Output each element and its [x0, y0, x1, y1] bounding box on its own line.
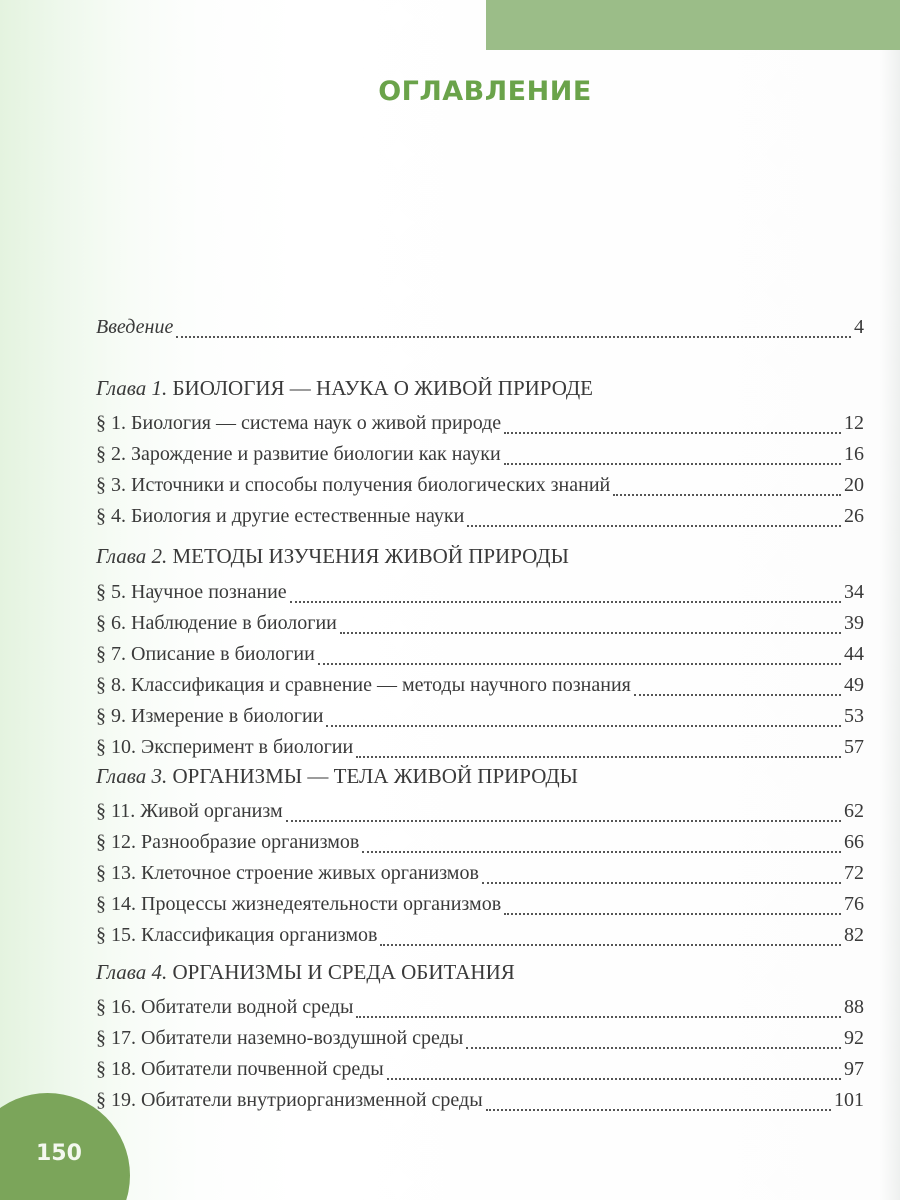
toc-entry-page: 72: [844, 862, 864, 884]
toc-entry-section-12[interactable]: [96, 831, 864, 859]
toc-entry-page: 57: [844, 736, 864, 758]
toc-entry-page: 97: [844, 1058, 864, 1080]
toc-entry-page: 4: [854, 316, 864, 338]
toc-entry-label: § 13. Клеточное строение живых организмов: [96, 862, 479, 884]
chapter-heading-2[interactable]: [96, 544, 864, 569]
toc-entry-section-17[interactable]: [96, 1027, 864, 1055]
toc-entry-page: 62: [844, 800, 864, 822]
toc-entry-section-6[interactable]: [96, 612, 864, 640]
toc-entry-section-14[interactable]: [96, 893, 864, 921]
toc-entry-label: § 11. Живой организм: [96, 800, 283, 822]
dot-leader: [613, 494, 841, 496]
toc-entry-section-7[interactable]: [96, 643, 864, 671]
header-color-band: [486, 0, 900, 50]
chapter-heading-4[interactable]: [96, 960, 864, 985]
toc-entry-page: 26: [844, 505, 864, 527]
toc-entry-label: § 10. Эксперимент в биологии: [96, 736, 354, 758]
toc-entry-label: § 16. Обитатели водной среды: [96, 996, 354, 1018]
toc-entry-label: § 3. Источники и способы получения биологических знаний: [96, 474, 611, 496]
toc-entry-label: § 9. Измерение в биологии: [96, 705, 324, 727]
dot-leader: [326, 725, 841, 727]
dot-leader: [380, 944, 841, 946]
dot-leader: [356, 756, 841, 758]
chapter-heading-1[interactable]: [96, 376, 864, 401]
dot-leader: [504, 463, 841, 465]
toc-entry-label: § 8. Классификация и сравнение — методы научного познания: [96, 674, 631, 696]
dot-leader: [467, 525, 841, 527]
toc-entry-section-3[interactable]: [96, 474, 864, 502]
dot-leader: [176, 336, 851, 338]
toc-entry-label: § 14. Процессы жизнедеятельности организмов: [96, 893, 502, 915]
chapter-title: МЕТОДЫ ИЗУЧЕНИЯ ЖИВОЙ ПРИРОДЫ: [167, 544, 569, 568]
dot-leader: [634, 694, 841, 696]
dot-leader: [482, 882, 841, 884]
toc-entry-page: 39: [844, 612, 864, 634]
toc-entry-page: 16: [844, 443, 864, 465]
toc-entry-section-16[interactable]: [96, 996, 864, 1024]
toc-entry-page: 66: [844, 831, 864, 853]
toc-entry-label: § 6. Наблюдение в биологии: [96, 612, 337, 634]
toc-entry-page: 20: [844, 474, 864, 496]
toc-entry-page: 34: [844, 581, 864, 603]
toc-entry-label: § 15. Классификация организмов: [96, 924, 378, 946]
chapter-number: Глава 3.: [96, 764, 168, 788]
chapter-title: ОРГАНИЗМЫ — ТЕЛА ЖИВОЙ ПРИРОДЫ: [167, 764, 578, 788]
toc-entry-section-13[interactable]: [96, 862, 864, 890]
toc-entry-page: 88: [844, 996, 864, 1018]
toc-entry-introduction[interactable]: [96, 316, 864, 344]
chapter-title: ОРГАНИЗМЫ И СРЕДА ОБИТАНИЯ: [167, 960, 515, 984]
toc-entry-label: Введение: [96, 316, 174, 338]
toc-entry-label: § 18. Обитатели почвенной среды: [96, 1058, 384, 1080]
toc-entry-section-10[interactable]: [96, 736, 864, 764]
chapter-title: БИОЛОГИЯ — НАУКА О ЖИВОЙ ПРИРОДЕ: [167, 376, 594, 400]
toc-entry-label: § 5. Научное познание: [96, 581, 287, 603]
chapter-number: Глава 4.: [96, 960, 168, 984]
toc-entry-page: 92: [844, 1027, 864, 1049]
toc-entry-section-5[interactable]: [96, 581, 864, 609]
toc-entry-page: 49: [844, 674, 864, 696]
toc-entry-section-8[interactable]: [96, 674, 864, 702]
toc-entry-label: § 17. Обитатели наземно-воздушной среды: [96, 1027, 464, 1049]
dot-leader: [286, 820, 841, 822]
toc-entry-section-9[interactable]: [96, 705, 864, 733]
toc-entry-page: 82: [844, 924, 864, 946]
toc-entry-section-11[interactable]: [96, 800, 864, 828]
chapter-number: Глава 1.: [96, 376, 168, 400]
dot-leader: [362, 851, 841, 853]
toc-entry-section-15[interactable]: [96, 924, 864, 952]
chapter-number: Глава 2.: [96, 544, 168, 568]
dot-leader: [318, 663, 841, 665]
dot-leader: [340, 632, 841, 634]
toc-entry-label: § 4. Биология и другие естественные науки: [96, 505, 465, 527]
page-number: 150: [36, 1141, 82, 1166]
toc-entry-label: § 7. Описание в биологии: [96, 643, 315, 665]
toc-entry-label: § 12. Разнообразие организмов: [96, 831, 360, 853]
toc-entry-label: § 1. Биология — система наук о живой природе: [96, 412, 502, 434]
toc-entry-label: § 2. Зарождение и развитие биологии как науки: [96, 443, 501, 465]
toc-entry-page: 53: [844, 705, 864, 727]
toc-entry-page: 44: [844, 643, 864, 665]
dot-leader: [290, 601, 841, 603]
toc-entry-page: 12: [844, 412, 864, 434]
dot-leader: [504, 432, 841, 434]
toc-entry-section-4[interactable]: [96, 505, 864, 533]
toc-entry-label: § 19. Обитатели внутриорганизменной среды: [96, 1089, 483, 1111]
toc-entry-page: 101: [834, 1089, 864, 1111]
dot-leader: [356, 1016, 841, 1018]
toc-entry-section-19[interactable]: [96, 1089, 864, 1117]
dot-leader: [466, 1047, 841, 1049]
dot-leader: [486, 1109, 831, 1111]
toc-entry-page: 76: [844, 893, 864, 915]
toc-entry-section-2[interactable]: [96, 443, 864, 471]
dot-leader: [504, 913, 841, 915]
toc-entry-section-1[interactable]: [96, 412, 864, 440]
dot-leader: [387, 1078, 841, 1080]
chapter-heading-3[interactable]: [96, 764, 864, 789]
page-title: ОГЛАВЛЕНИЕ: [378, 76, 592, 107]
toc-entry-section-18[interactable]: [96, 1058, 864, 1086]
